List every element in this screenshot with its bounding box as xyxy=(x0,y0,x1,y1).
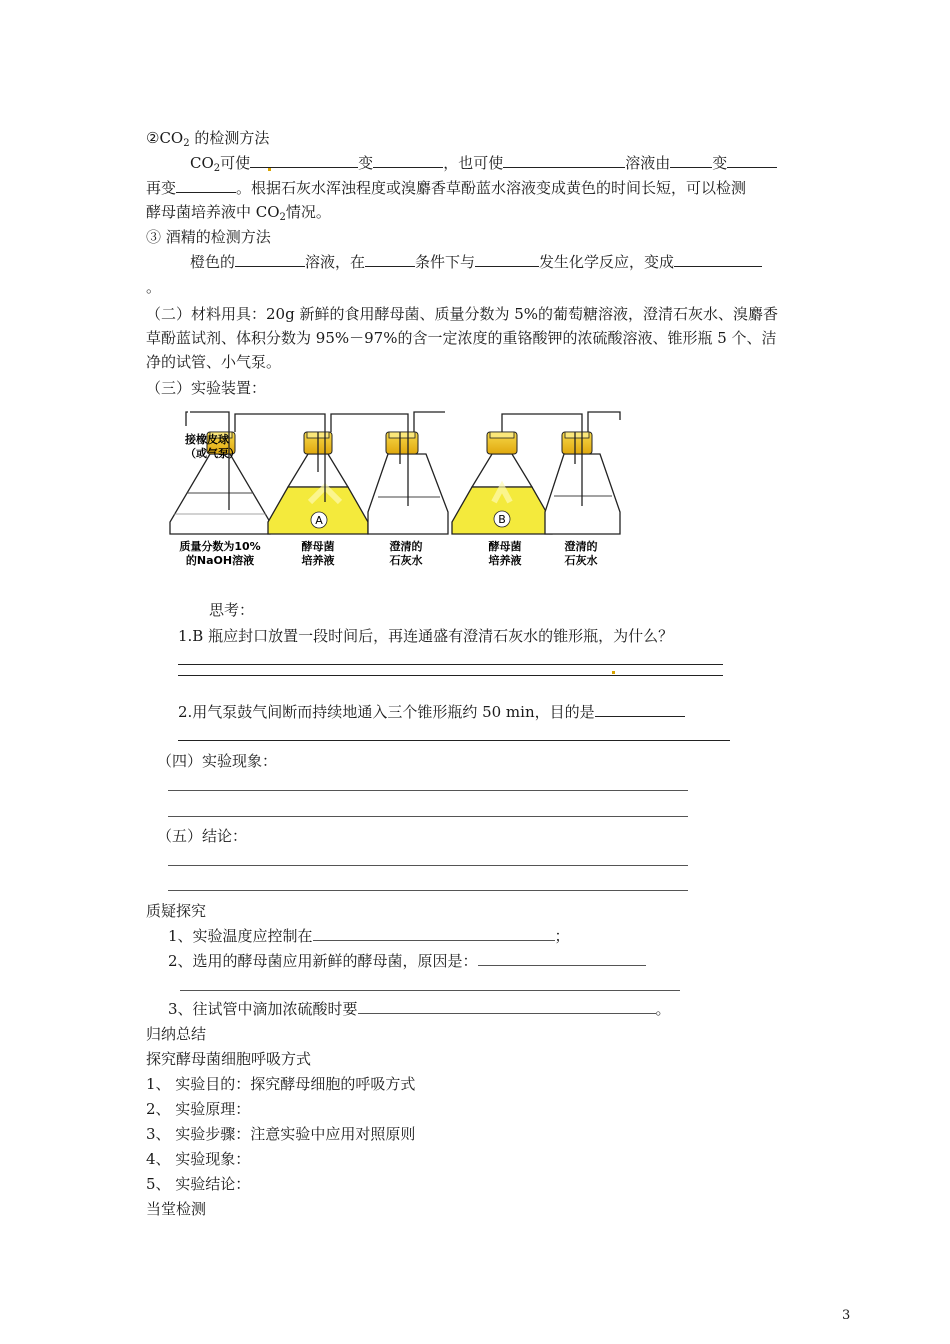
thinking-heading: 思考： xyxy=(209,601,255,619)
limewater-1-label-line-1: 澄清的 xyxy=(389,540,423,553)
alcohol-line-2: 。 xyxy=(146,278,162,296)
thinking-q2: 2.用气泵鼓气间断而持续地通入三个锥形瓶约 50 min，目的是 xyxy=(178,701,685,723)
q1-answer-line-1[interactable] xyxy=(178,664,723,665)
q2-answer-blank[interactable] xyxy=(595,702,685,717)
conclusion-heading: （五）结论： xyxy=(157,827,248,845)
experiment-apparatus-diagram xyxy=(150,402,640,580)
alcohol-line-1: 橙色的 溶液，在 条件下与 发生化学反应，变成 xyxy=(190,251,762,273)
flask-b-letter: B xyxy=(498,513,506,526)
acid-blank[interactable] xyxy=(358,999,656,1014)
phenomenon-heading: （四）实验现象： xyxy=(157,752,278,770)
thinking-q1: 1.B 瓶应封口放置一段时间后，再连通盛有澄清石灰水的锥形瓶，为什么？ xyxy=(178,627,674,645)
co2-line-3: 酵母菌培养液中 $CO_2$情况。 xyxy=(146,203,331,223)
q2-answer-line[interactable] xyxy=(178,740,730,741)
limewater-2-label-line-1: 澄清的 xyxy=(564,540,598,553)
summary-item-5: 5、 实验结论： xyxy=(146,1175,251,1193)
co2-blank-1[interactable] xyxy=(250,153,358,168)
page-number: 3 xyxy=(842,1308,851,1323)
q1-answer-line-2[interactable] xyxy=(178,675,723,676)
alcohol-blank-2[interactable] xyxy=(365,252,415,267)
yeast-a-label-line-2: 培养液 xyxy=(301,554,335,567)
summary-item-1: 1、 实验目的：探究酵母细胞的呼吸方式 xyxy=(146,1075,416,1093)
limewater-1-label-line-2: 石灰水 xyxy=(389,554,423,567)
materials-line-3: 净的试管、小气泵。 xyxy=(146,353,282,371)
co2-blank-3[interactable] xyxy=(503,153,625,168)
materials-line-1: （二）材料用具：20g 新鲜的食用酵母菌、质量分数为 5%的葡萄糖溶液，澄清石灰水、溴麝香 xyxy=(146,305,779,323)
yeast-b-label-line-2: 培养液 xyxy=(488,554,522,567)
co2-line-2: 再变 。根据石灰水浑浊程度或溴麝香草酚蓝水溶液变成黄色的时间长短，可以检测 xyxy=(146,179,747,197)
pump-label-line-1: 接橡皮球 xyxy=(185,433,229,446)
phenomenon-line-1[interactable] xyxy=(168,790,688,791)
naoh-label-line-2: 的NaOH溶液 xyxy=(185,554,255,567)
limewater-2-label-line-2: 石灰水 xyxy=(564,554,598,567)
summary-item-3: 3、 实验步骤：注意实验中应用对照原则 xyxy=(146,1125,416,1143)
co2-blank-5[interactable] xyxy=(727,153,777,168)
in-class-check-heading: 当堂检测 xyxy=(146,1200,207,1218)
inquiry-item-3: 3、往试管中滴加浓硫酸时要 。 xyxy=(168,1000,671,1018)
alcohol-blank-1[interactable] xyxy=(235,252,305,267)
co2-blank-2[interactable] xyxy=(373,153,443,168)
inquiry-heading: 质疑探究 xyxy=(146,902,207,920)
temperature-blank[interactable] xyxy=(313,926,555,941)
alcohol-blank-4[interactable] xyxy=(674,252,762,267)
co2-blank-4[interactable] xyxy=(670,153,712,168)
inquiry-item-2: 2、选用的酵母菌应用新鲜的酵母菌，原因是： xyxy=(168,950,646,972)
materials-line-2: 草酚蓝试剂、体积分数为 95%－97%的含一定浓度的重铬酸钾的浓硫酸溶液、锥形瓶 5 个、洁 xyxy=(146,329,777,347)
reason-blank[interactable] xyxy=(478,951,646,966)
apparatus-heading: （三）实验装置： xyxy=(146,379,267,397)
co2-line-1: $CO_2$可使 变 ，也可使 溶液由 变 xyxy=(190,152,777,174)
summary-title: 探究酵母菌细胞呼吸方式 xyxy=(146,1050,312,1068)
conclusion-line-1[interactable] xyxy=(168,865,688,866)
alcohol-heading: ③ 酒精的检测方法 xyxy=(146,228,271,246)
inquiry-item-1: 1、实验温度应控制在 ； xyxy=(168,927,570,945)
summary-item-4: 4、 实验现象： xyxy=(146,1150,251,1168)
summary-heading: 归纳总结 xyxy=(146,1025,207,1043)
yellow-dot-mark xyxy=(612,671,615,674)
yeast-a-label-line-1: 酵母菌 xyxy=(301,540,335,553)
co2-blank-6[interactable] xyxy=(176,178,236,193)
flask-a-letter: A xyxy=(315,514,323,527)
phenomenon-line-2[interactable] xyxy=(168,816,688,817)
naoh-label-line-1: 质量分数为10% xyxy=(179,540,261,553)
alcohol-blank-3[interactable] xyxy=(475,252,539,267)
conclusion-line-2[interactable] xyxy=(168,890,688,891)
co2-heading: $②CO_2$ 的检测方法 xyxy=(146,129,270,149)
summary-item-2: 2、 实验原理： xyxy=(146,1100,251,1118)
pump-label-line-2: （或气泵） xyxy=(185,447,240,460)
yeast-b-label-line-1: 酵母菌 xyxy=(488,540,522,553)
yellow-dot-mark xyxy=(268,168,271,171)
reason-line-2[interactable] xyxy=(180,990,680,991)
